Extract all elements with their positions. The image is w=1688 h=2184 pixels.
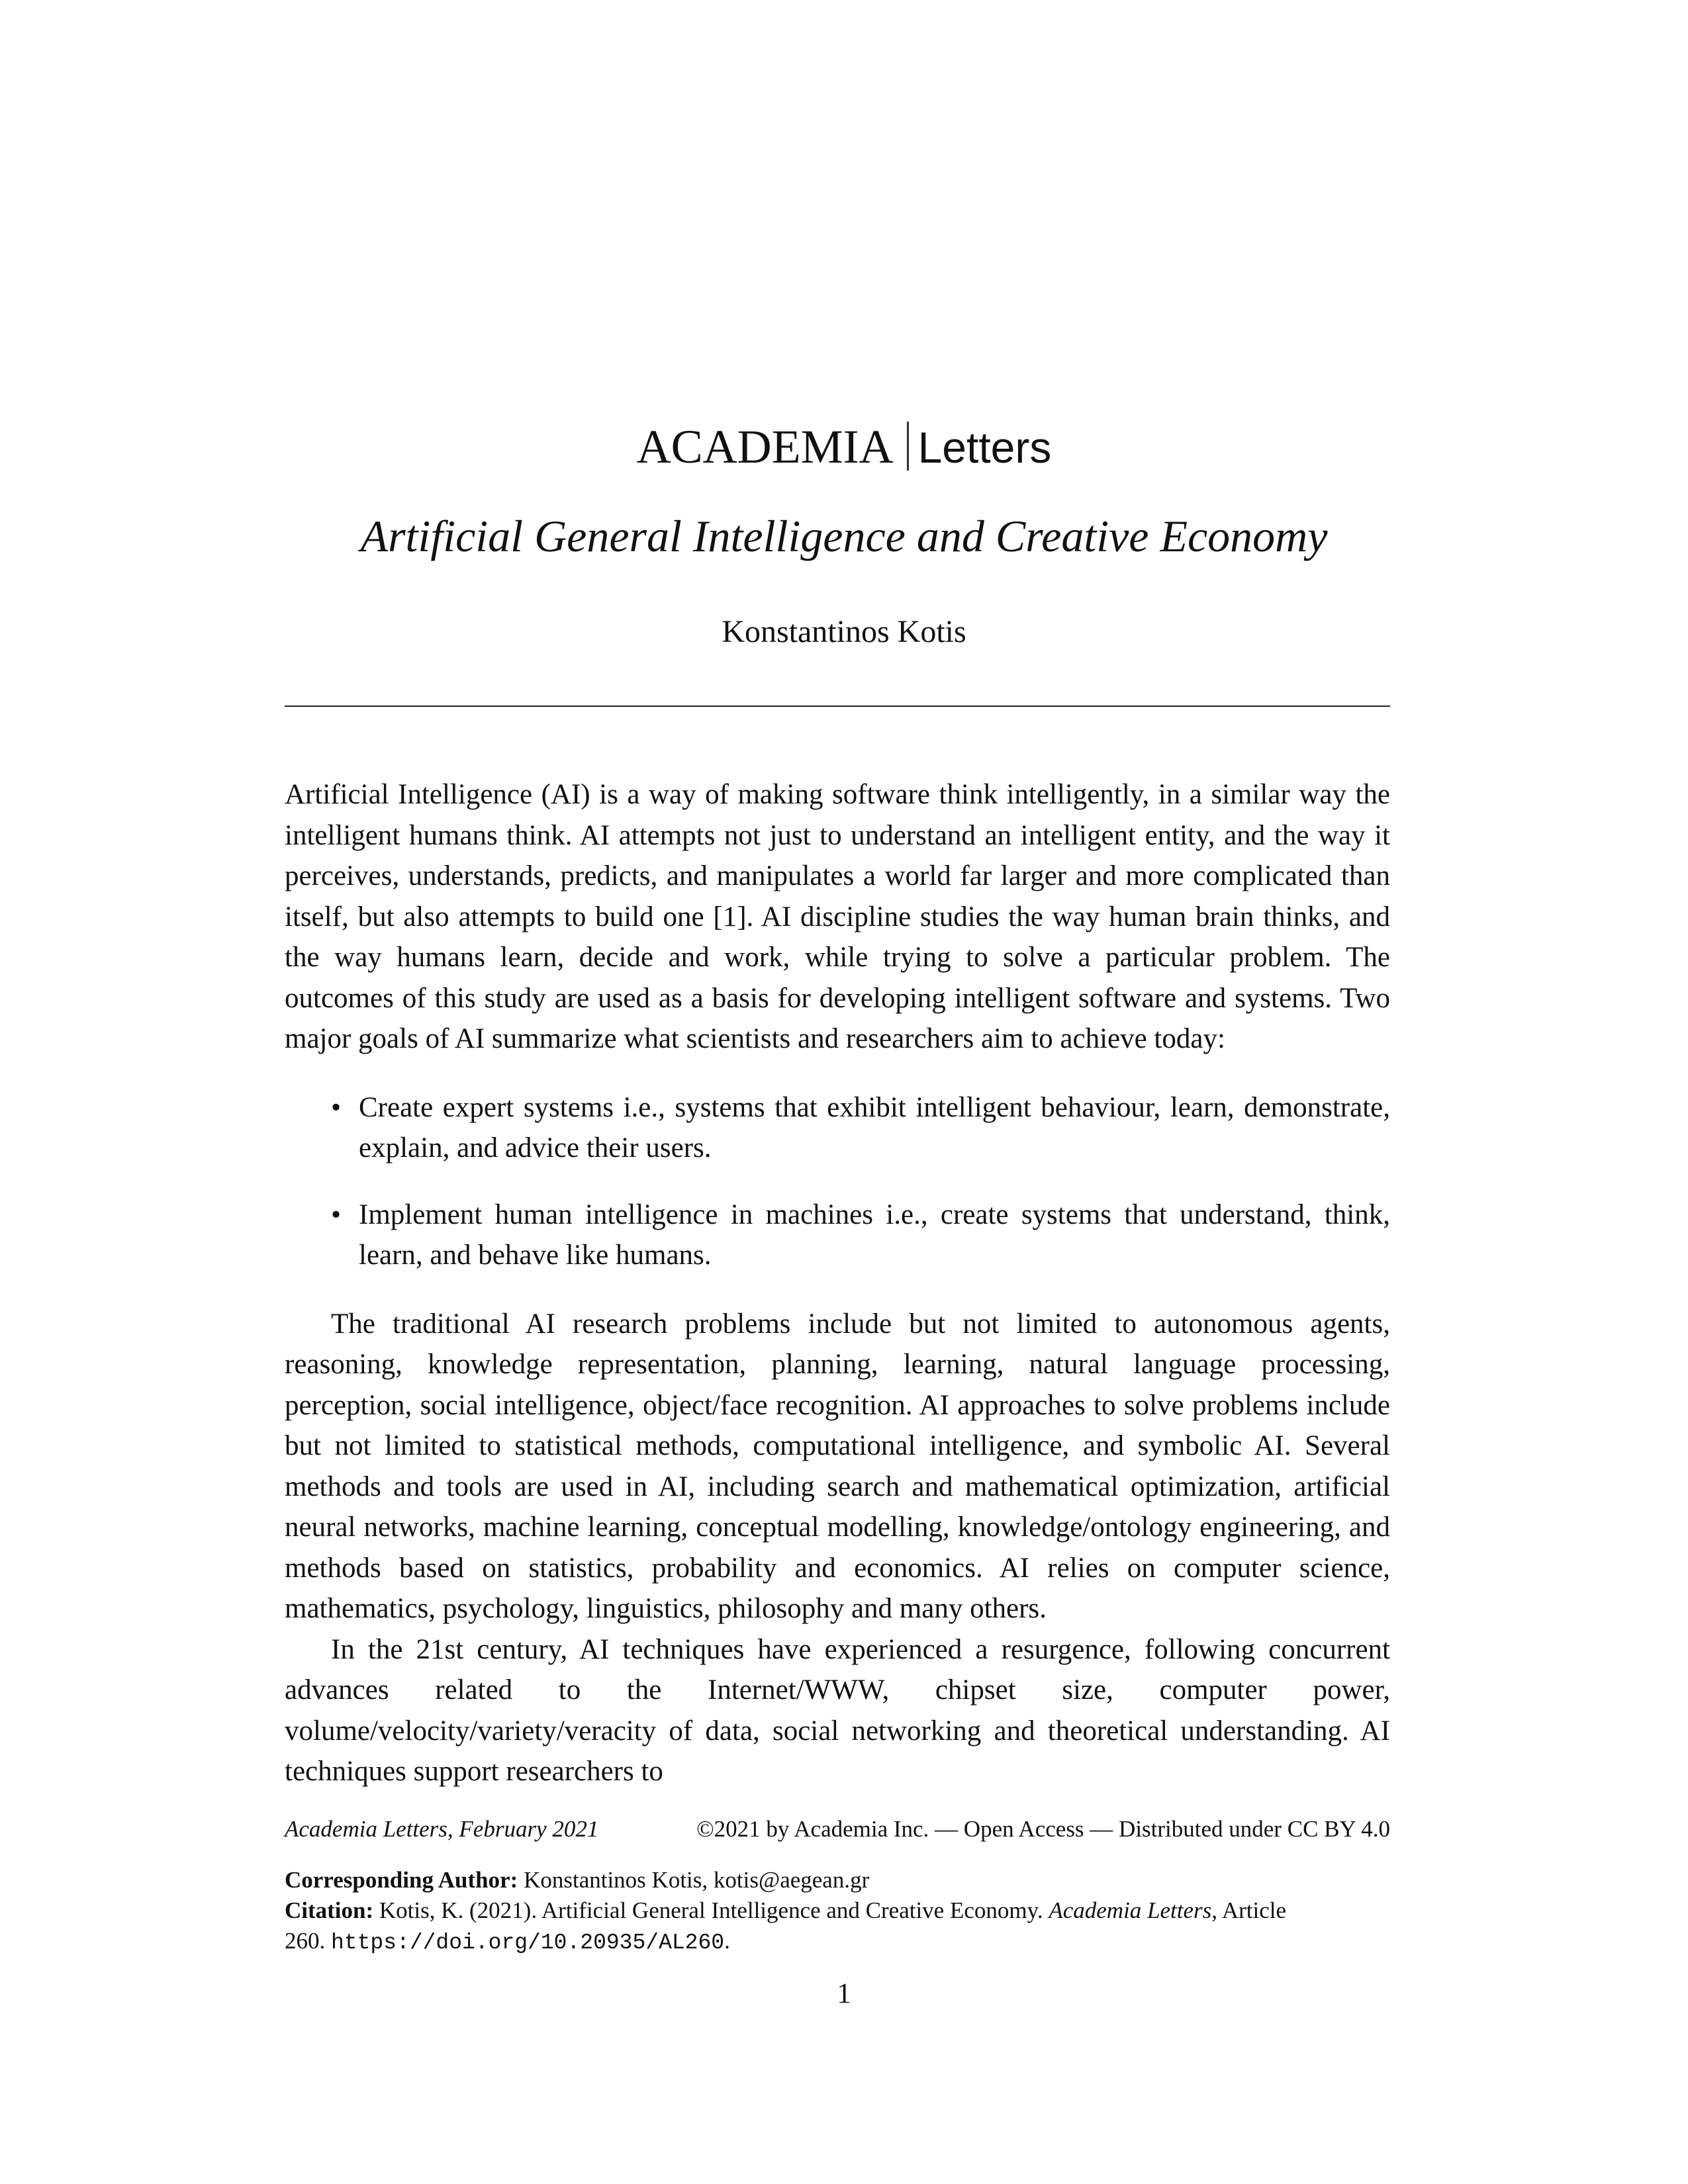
bullet-icon: • [331,1199,342,1230]
citation-number: 260. [285,1928,326,1954]
citation-text: Kotis, K. (2021). Artificial General Intelligence and Creative Economy. [379,1897,1043,1923]
author-name: Konstantinos Kotis [722,614,966,649]
masthead-separator [907,422,909,471]
list-item [331,1087,1390,1169]
brand-name: ACADEMIA [636,420,894,473]
series-name: Letters [917,423,1052,472]
doi-end: . [724,1928,730,1954]
citation-article: , Article [1211,1897,1287,1923]
citation [285,1895,1390,1926]
paragraph-2: The traditional AI research problems include but not limited to autonomous agents, reasoning, knowledge representation, planning, learning, natural language processing, perception, social intelligence, object/face recognition. AI approaches to solve problems include but not limited to statistical methods, computational intelligence, and symbolic AI. Several methods and tools are used in AI, including search and mathematical optimization, artificial neural networks, machine learning, conceptual modelling, knowledge/ontology engineering, and methods based on statistics, probability and economics. AI relies on computer science, mathematics, psychology, linguistics, philosophy and many others. [285,1308,1390,1624]
correspondence-block [285,1865,1390,1958]
paragraph-3: In the 21st century, AI techniques have experienced a resurgence, following concurrent advances related to the Internet/WWW, chipset size, computer power, volume/velocity/variety/veracity of data, social networking and theoretical understanding. AI techniques support researchers to [285,1633,1390,1787]
doi-link[interactable]: https://doi.org/10.20935/AL260 [331,1931,725,1955]
journal-info: Academia Letters, February 2021 [285,1816,599,1842]
paragraph-1: Artificial Intelligence (AI) is a way of making software think intelligently, in a similar way the intelligent humans think. AI attempts not just to understand an intelligent entity, and the way it perceives, understands, predicts, and manipulates a world far larger and more complicated than itself, but also attempts to build one [1]. AI discipline studies the way human brain thinks, and the way humans learn, decide and work, while trying to solve a particular problem. The outcomes of this study are used as a basis for developing intelligent software and systems. Two major goals of AI summarize what scientists and researchers aim to achieve today: [285,779,1390,1054]
corresponding-author-value: Konstantinos Kotis, kotis@aegean.gr [524,1867,870,1893]
list-item [331,1195,1390,1276]
list-item-text: Implement human intelligence in machines i.e., create systems that understand, think, learn, and behave like humans. [359,1199,1390,1271]
corresponding-author-label: Corresponding Author: [285,1867,518,1893]
goals-list [285,1087,1390,1276]
license-info: ©2021 by Academia Inc. — Open Access — Distributed under CC BY 4.0 [696,1816,1390,1842]
paper-title: Artificial General Intelligence and Creative Economy [360,511,1328,561]
page-number: 1 [837,1978,851,2009]
bullet-icon: • [331,1091,342,1123]
list-item-text: Create expert systems i.e., systems that exhibit intelligent behaviour, learn, demonstrate, explain, and advice their users. [359,1091,1390,1163]
masthead [0,417,1688,477]
body-text [285,774,1390,1792]
citation-label: Citation: [285,1897,374,1923]
citation-doi-row [285,1926,1390,1958]
corresponding-author [285,1865,1390,1895]
citation-journal: Academia Letters [1049,1897,1212,1923]
title-rule [285,705,1390,707]
